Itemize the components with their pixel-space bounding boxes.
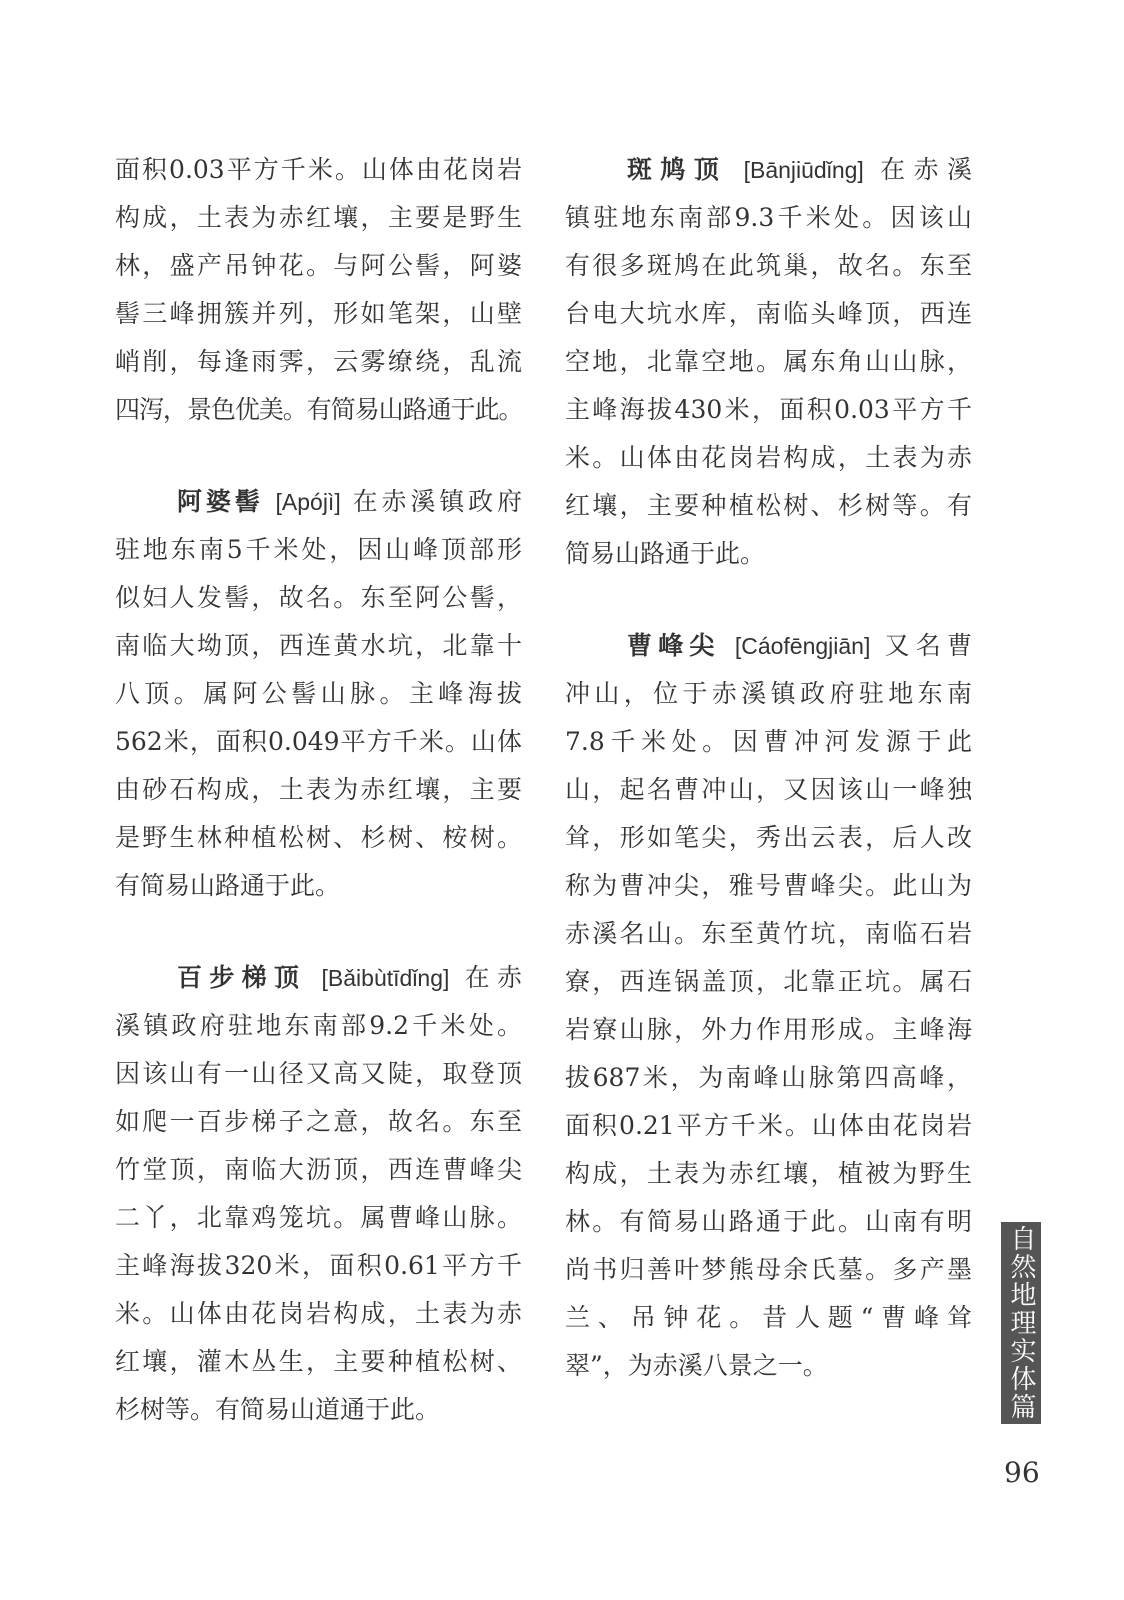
text-line: 岩寮山脉，外力作用形成。主峰海 [565,1015,972,1044]
text-line: 耸，形如笔尖，秀出云表，后人改 [565,823,972,852]
entry-paragraph [565,622,972,1390]
entry-heading [115,954,522,1002]
text-line: 主峰海拔430米，面积0.03平方千 [565,395,972,424]
text-line: 拔687米，为南峰山脉第四高峰， [565,1063,972,1092]
text-line: 四泻，景色优美。有简易山路通于此。 [115,395,522,424]
text-line: 似妇人发髻，故名。东至阿公髻， [115,583,522,612]
text-line: 因该山有一山径又高又陡，取登顶 [115,1059,522,1088]
text-line: 是野生林种植松树、杉树、桉树。 [115,823,522,852]
text-line: 称为曹冲尖，雅号曹峰尖。此山为 [565,871,972,900]
text-line: 峭削，每逢雨霁，云雾缭绕，乱流 [115,347,522,376]
entry-heading-text: 在赤溪镇政府 [352,487,522,516]
text-line: 562米，面积0.049平方千米。山体 [115,727,522,756]
page-number: 96 [1004,1456,1040,1489]
text-line: 二丫，北靠鸡笼坑。属曹峰山脉。 [115,1203,522,1232]
text-line: 由砂石构成，土表为赤红壤，主要 [115,775,522,804]
text-line: 有很多斑鸠在此筑巢，故名。东至 [565,251,972,280]
entry-paragraph [115,478,522,910]
text-line: 南临大坳顶，西连黄水坑，北靠十 [115,631,522,660]
text-line: 八顶。属阿公髻山脉。主峰海拔 [115,679,522,708]
text-line: 面积0.03平方千米。山体由花岗岩 [115,155,522,184]
text-line: 构成，土表为赤红壤，植被为野生 [565,1159,972,1188]
entry-heading-text: 在赤溪 [880,155,972,184]
text-line: 尚书归善叶梦熊母余氏墓。多产墨 [565,1255,972,1284]
entry-term: 斑鸠顶 [627,155,728,184]
text-line: 有简易山路通于此。 [115,871,341,900]
entry-pinyin: [Bǎibùtīdǐng] [321,965,450,991]
text-line: 面积0.21平方千米。山体由花岗岩 [565,1111,972,1140]
text-line: 米。山体由花岗岩构成，土表为赤 [115,1299,522,1328]
entry-paragraph [115,954,522,1434]
entry-term: 阿婆髻 [177,487,264,516]
text-line: 山，起名曹冲山，又因该山一峰独 [565,775,972,804]
entry-heading-text: 在赤 [464,963,522,992]
text-line: 髻三峰拥簇并列，形如笔架，山壁 [115,299,522,328]
entry-term: 曹峰尖 [627,631,721,660]
entry-term: 百步梯顶 [177,963,307,992]
chapter-side-tab: 自然地理实体篇 [1001,1222,1041,1424]
text-line: 红壤，主要种植松树、杉树等。有 [565,491,972,520]
text-line: 林。有简易山路通于此。山南有明 [565,1207,972,1236]
entry-heading [115,478,522,526]
text-line: 寮，西连锅盖顶，北靠正坑。属石 [565,967,972,996]
text-line: 冲山，位于赤溪镇政府驻地东南 [565,679,972,708]
text-line: 台电大坑水库，南临头峰顶，西连 [565,299,972,328]
text-line: 杉树等。有简易山道通于此。 [115,1395,441,1424]
text-line: 主峰海拔320米，面积0.61平方千 [115,1251,522,1280]
text-line: 竹堂顶，南临大沥顶，西连曹峰尖 [115,1155,522,1184]
text-line: 构成，土表为赤红壤，主要是野生 [115,203,522,232]
entry-pinyin: [Bānjiūdǐng] [743,157,864,183]
text-line: 米。山体由花岗岩构成，土表为赤 [565,443,972,472]
text-line: 7.8千米处。因曹冲河发源于此 [565,727,972,756]
text-line: 兰、吊钟花。昔人题“曹峰耸 [565,1303,972,1332]
left-column [115,146,522,1434]
text-line: 简易山路通于此。 [565,539,766,568]
entry-paragraph [565,146,972,578]
text-line: 翠”，为赤溪八景之一。 [565,1351,828,1380]
right-column [565,146,972,1390]
text-line: 如爬一百步梯子之意，故名。东至 [115,1107,522,1136]
text-line: 林，盛产吊钟花。与阿公髻，阿婆 [115,251,522,280]
entry-heading-text: 又名曹 [884,631,972,660]
text-line: 驻地东南5千米处，因山峰顶部形 [115,535,522,564]
text-line: 赤溪名山。东至黄竹坑，南临石岩 [565,919,972,948]
text-line: 空地，北靠空地。属东角山山脉， [565,347,972,376]
entry-heading [565,146,972,194]
entry-pinyin: [Apójì] [275,489,341,515]
text-line: 镇驻地东南部9.3千米处。因该山 [565,203,972,232]
entry-paragraph [115,146,522,434]
entry-heading [565,622,972,670]
text-line: 红壤，灌木丛生，主要种植松树、 [115,1347,522,1376]
text-line: 溪镇政府驻地东南部9.2千米处。 [115,1011,522,1040]
entry-pinyin: [Cáofēngjiān] [734,633,871,659]
